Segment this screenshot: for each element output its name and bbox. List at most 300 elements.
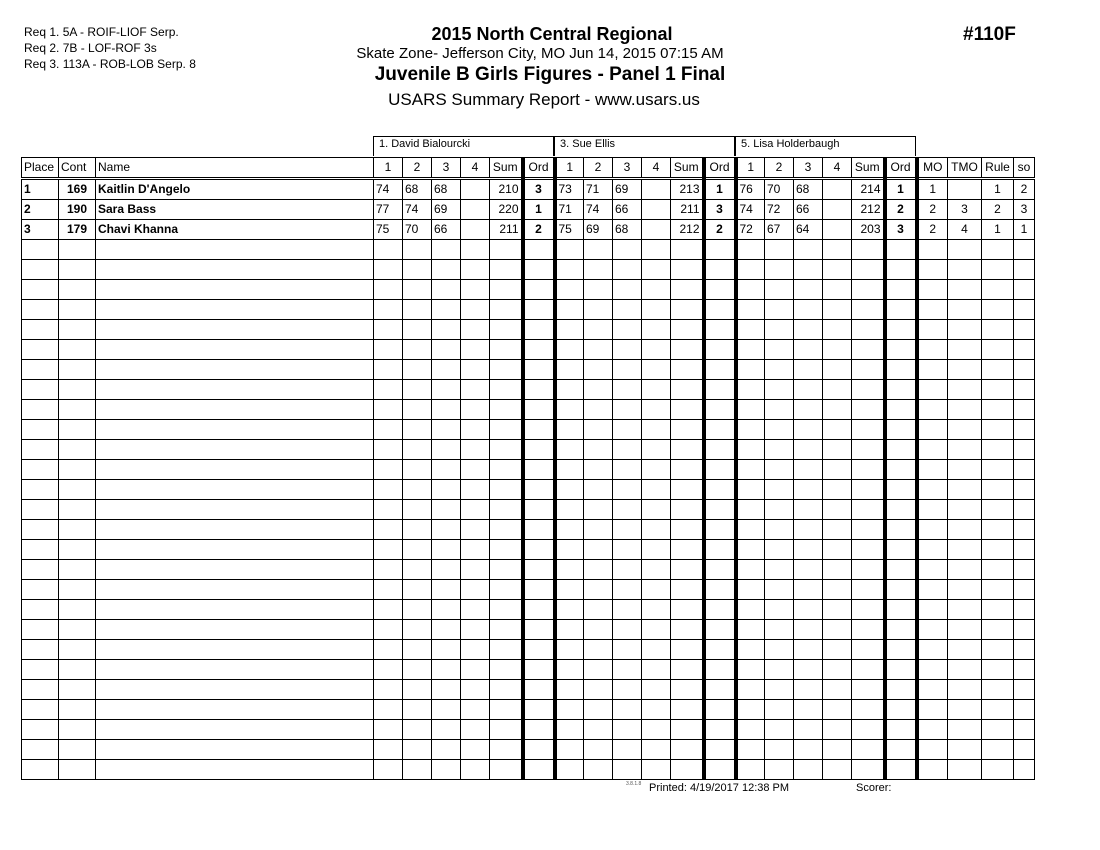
empty-cell xyxy=(613,380,642,400)
empty-cell xyxy=(917,400,948,420)
empty-cell xyxy=(736,500,765,520)
empty-cell xyxy=(765,340,794,360)
empty-cell xyxy=(584,620,613,640)
empty-cell xyxy=(642,460,671,480)
empty-cell xyxy=(490,560,523,580)
empty-cell xyxy=(852,740,885,760)
empty-row xyxy=(22,360,1035,380)
empty-cell xyxy=(671,420,704,440)
empty-cell xyxy=(403,300,432,320)
empty-cell xyxy=(917,680,948,700)
empty-cell xyxy=(22,460,59,480)
empty-cell xyxy=(704,680,736,700)
empty-cell xyxy=(1014,380,1035,400)
col-j2-ord: Ord xyxy=(704,158,736,179)
empty-cell xyxy=(374,540,403,560)
empty-cell xyxy=(432,640,461,660)
empty-cell xyxy=(642,620,671,640)
empty-cell xyxy=(613,260,642,280)
empty-cell xyxy=(736,580,765,600)
cont-cell: 190 xyxy=(59,200,96,220)
empty-cell xyxy=(555,720,584,740)
empty-cell xyxy=(794,660,823,680)
col-j2-s1: 1 xyxy=(555,158,584,179)
empty-cell xyxy=(461,760,490,780)
empty-cell xyxy=(823,240,852,260)
empty-cell xyxy=(917,280,948,300)
empty-cell xyxy=(765,640,794,660)
empty-cell xyxy=(584,320,613,340)
empty-cell xyxy=(852,700,885,720)
empty-cell xyxy=(403,320,432,340)
empty-cell xyxy=(794,540,823,560)
empty-cell xyxy=(584,720,613,740)
empty-cell xyxy=(885,760,917,780)
empty-cell xyxy=(948,300,982,320)
empty-cell xyxy=(917,620,948,640)
empty-cell xyxy=(852,520,885,540)
empty-cell xyxy=(642,380,671,400)
empty-cell xyxy=(671,260,704,280)
empty-cell xyxy=(765,520,794,540)
empty-cell xyxy=(852,580,885,600)
empty-cell xyxy=(403,520,432,540)
empty-cell xyxy=(432,300,461,320)
empty-cell xyxy=(704,320,736,340)
empty-cell xyxy=(59,440,96,460)
empty-cell xyxy=(642,340,671,360)
empty-cell xyxy=(948,580,982,600)
empty-cell xyxy=(374,760,403,780)
empty-cell xyxy=(852,720,885,740)
empty-cell xyxy=(96,500,374,520)
empty-cell xyxy=(982,340,1014,360)
empty-cell xyxy=(642,740,671,760)
empty-cell xyxy=(736,240,765,260)
empty-cell xyxy=(982,740,1014,760)
empty-cell xyxy=(1014,560,1035,580)
col-j2-s4: 4 xyxy=(642,158,671,179)
empty-cell xyxy=(22,540,59,560)
empty-cell xyxy=(642,680,671,700)
empty-cell xyxy=(96,740,374,760)
empty-cell xyxy=(584,360,613,380)
col-place: Place xyxy=(22,158,59,179)
empty-cell xyxy=(948,420,982,440)
empty-cell xyxy=(671,380,704,400)
empty-cell xyxy=(948,680,982,700)
empty-cell xyxy=(374,460,403,480)
empty-cell xyxy=(613,520,642,540)
empty-cell xyxy=(823,600,852,620)
empty-cell xyxy=(671,440,704,460)
empty-cell xyxy=(736,720,765,740)
empty-cell xyxy=(1014,260,1035,280)
empty-cell xyxy=(704,620,736,640)
empty-cell xyxy=(96,480,374,500)
empty-cell xyxy=(613,600,642,620)
empty-cell xyxy=(704,360,736,380)
empty-row xyxy=(22,280,1035,300)
score-cell xyxy=(461,220,490,240)
empty-cell xyxy=(584,700,613,720)
score-cell xyxy=(461,200,490,220)
empty-cell xyxy=(794,400,823,420)
empty-cell xyxy=(794,240,823,260)
empty-cell xyxy=(96,320,374,340)
empty-cell xyxy=(852,620,885,640)
empty-cell xyxy=(22,300,59,320)
empty-cell xyxy=(490,280,523,300)
empty-cell xyxy=(852,600,885,620)
empty-cell xyxy=(671,300,704,320)
empty-cell xyxy=(374,740,403,760)
empty-cell xyxy=(765,380,794,400)
empty-cell xyxy=(613,240,642,260)
empty-cell xyxy=(982,520,1014,540)
empty-cell xyxy=(1014,720,1035,740)
empty-cell xyxy=(948,320,982,340)
empty-cell xyxy=(96,440,374,460)
empty-cell xyxy=(704,560,736,580)
rule-cell: 1 xyxy=(982,220,1014,240)
empty-cell xyxy=(885,340,917,360)
empty-cell xyxy=(823,540,852,560)
score-cell: 70 xyxy=(403,220,432,240)
empty-cell xyxy=(704,640,736,660)
empty-cell xyxy=(490,520,523,540)
empty-cell xyxy=(765,660,794,680)
empty-cell xyxy=(490,380,523,400)
empty-cell xyxy=(1014,520,1035,540)
empty-cell xyxy=(948,260,982,280)
empty-cell xyxy=(22,620,59,640)
empty-cell xyxy=(671,620,704,640)
empty-cell xyxy=(885,300,917,320)
empty-cell xyxy=(1014,680,1035,700)
empty-cell xyxy=(642,420,671,440)
empty-cell xyxy=(490,640,523,660)
empty-cell xyxy=(671,540,704,560)
empty-cell xyxy=(374,580,403,600)
empty-cell xyxy=(765,540,794,560)
empty-cell xyxy=(96,760,374,780)
place-cell: 2 xyxy=(22,200,59,220)
empty-cell xyxy=(917,560,948,580)
empty-cell xyxy=(885,580,917,600)
empty-cell xyxy=(852,240,885,260)
empty-cell xyxy=(403,240,432,260)
empty-cell xyxy=(432,600,461,620)
score-cell: 69 xyxy=(584,220,613,240)
empty-cell xyxy=(765,420,794,440)
score-cell: 70 xyxy=(765,179,794,200)
score-cell: 71 xyxy=(555,200,584,220)
empty-cell xyxy=(1014,420,1035,440)
empty-cell xyxy=(59,500,96,520)
empty-cell xyxy=(917,720,948,740)
empty-cell xyxy=(584,260,613,280)
empty-cell xyxy=(432,580,461,600)
empty-cell xyxy=(96,660,374,680)
empty-cell xyxy=(982,680,1014,700)
empty-cell xyxy=(22,500,59,520)
empty-cell xyxy=(403,260,432,280)
empty-cell xyxy=(823,700,852,720)
empty-cell xyxy=(982,380,1014,400)
empty-cell xyxy=(432,500,461,520)
empty-cell xyxy=(374,560,403,580)
ord-cell: 2 xyxy=(885,200,917,220)
empty-cell xyxy=(671,680,704,700)
empty-cell xyxy=(22,700,59,720)
mo-cell: 2 xyxy=(917,200,948,220)
empty-cell xyxy=(1014,340,1035,360)
empty-cell xyxy=(982,360,1014,380)
empty-cell xyxy=(59,580,96,600)
empty-cell xyxy=(765,720,794,740)
empty-cell xyxy=(794,280,823,300)
score-cell: 74 xyxy=(736,200,765,220)
empty-cell xyxy=(523,760,555,780)
empty-cell xyxy=(982,280,1014,300)
empty-cell xyxy=(794,760,823,780)
empty-cell xyxy=(403,720,432,740)
score-cell xyxy=(823,179,852,200)
score-cell xyxy=(823,220,852,240)
empty-cell xyxy=(704,420,736,440)
empty-cell xyxy=(96,720,374,740)
empty-cell xyxy=(584,280,613,300)
empty-cell xyxy=(885,360,917,380)
empty-cell xyxy=(432,760,461,780)
empty-cell xyxy=(704,660,736,680)
empty-cell xyxy=(523,720,555,740)
empty-cell xyxy=(461,620,490,640)
empty-cell xyxy=(374,240,403,260)
score-cell: 69 xyxy=(613,179,642,200)
col-j2-s3: 3 xyxy=(613,158,642,179)
empty-cell xyxy=(794,380,823,400)
empty-cell xyxy=(523,320,555,340)
empty-cell xyxy=(917,440,948,460)
empty-cell xyxy=(22,760,59,780)
empty-cell xyxy=(917,540,948,560)
empty-cell xyxy=(704,520,736,540)
empty-cell xyxy=(642,540,671,560)
empty-cell xyxy=(59,680,96,700)
empty-cell xyxy=(432,720,461,740)
empty-cell xyxy=(948,520,982,540)
empty-cell xyxy=(22,320,59,340)
empty-cell xyxy=(555,760,584,780)
empty-cell xyxy=(794,460,823,480)
empty-cell xyxy=(736,380,765,400)
empty-cell xyxy=(642,700,671,720)
empty-cell xyxy=(59,460,96,480)
sum-cell: 211 xyxy=(490,220,523,240)
empty-cell xyxy=(671,360,704,380)
empty-cell xyxy=(917,660,948,680)
empty-cell xyxy=(642,300,671,320)
empty-cell xyxy=(982,400,1014,420)
empty-cell xyxy=(461,580,490,600)
empty-cell xyxy=(374,440,403,460)
empty-cell xyxy=(885,620,917,640)
empty-cell xyxy=(823,400,852,420)
empty-cell xyxy=(765,240,794,260)
empty-cell xyxy=(613,740,642,760)
table-row xyxy=(22,220,1035,240)
empty-cell xyxy=(642,720,671,740)
empty-cell xyxy=(555,320,584,340)
ord-cell: 1 xyxy=(885,179,917,200)
empty-cell xyxy=(1014,620,1035,640)
empty-cell xyxy=(852,380,885,400)
empty-cell xyxy=(374,660,403,680)
empty-cell xyxy=(765,580,794,600)
empty-cell xyxy=(794,720,823,740)
empty-cell xyxy=(736,480,765,500)
empty-cell xyxy=(555,560,584,580)
empty-cell xyxy=(704,540,736,560)
empty-cell xyxy=(96,600,374,620)
empty-cell xyxy=(403,620,432,640)
empty-cell xyxy=(885,660,917,680)
empty-cell xyxy=(555,240,584,260)
empty-cell xyxy=(374,600,403,620)
empty-row xyxy=(22,440,1035,460)
score-cell: 68 xyxy=(432,179,461,200)
empty-cell xyxy=(461,600,490,620)
empty-cell xyxy=(59,740,96,760)
empty-cell xyxy=(852,680,885,700)
empty-cell xyxy=(917,760,948,780)
empty-cell xyxy=(794,320,823,340)
empty-cell xyxy=(555,600,584,620)
empty-cell xyxy=(59,560,96,580)
empty-cell xyxy=(613,360,642,380)
empty-cell xyxy=(948,760,982,780)
empty-cell xyxy=(555,700,584,720)
empty-cell xyxy=(948,740,982,760)
empty-cell xyxy=(403,400,432,420)
empty-cell xyxy=(671,580,704,600)
event-number: #110F xyxy=(963,24,1016,45)
empty-cell xyxy=(823,580,852,600)
empty-cell xyxy=(403,580,432,600)
rule-cell: 1 xyxy=(982,179,1014,200)
empty-cell xyxy=(613,400,642,420)
empty-cell xyxy=(461,260,490,280)
empty-cell xyxy=(736,320,765,340)
empty-cell xyxy=(374,500,403,520)
empty-cell xyxy=(490,660,523,680)
empty-cell xyxy=(671,700,704,720)
version-label: 3.8.1.8 xyxy=(626,781,642,787)
empty-cell xyxy=(642,320,671,340)
empty-cell xyxy=(96,300,374,320)
empty-cell xyxy=(885,400,917,420)
empty-cell xyxy=(403,420,432,440)
empty-cell xyxy=(22,340,59,360)
empty-cell xyxy=(1014,740,1035,760)
empty-cell xyxy=(403,700,432,720)
score-cell: 73 xyxy=(555,179,584,200)
empty-cell xyxy=(1014,660,1035,680)
empty-cell xyxy=(852,760,885,780)
tmo-cell: 3 xyxy=(948,200,982,220)
empty-cell xyxy=(374,340,403,360)
cont-cell: 179 xyxy=(59,220,96,240)
empty-cell xyxy=(823,620,852,640)
empty-cell xyxy=(671,760,704,780)
empty-cell xyxy=(948,600,982,620)
empty-cell xyxy=(852,660,885,680)
empty-cell xyxy=(490,600,523,620)
empty-cell xyxy=(642,280,671,300)
empty-cell xyxy=(885,720,917,740)
empty-cell xyxy=(917,480,948,500)
empty-cell xyxy=(736,280,765,300)
empty-row xyxy=(22,600,1035,620)
requirement-3: Req 3. 113A - ROB-LOB Serp. 8 xyxy=(24,57,196,71)
cont-cell: 169 xyxy=(59,179,96,200)
empty-cell xyxy=(948,280,982,300)
empty-cell xyxy=(885,520,917,540)
empty-cell xyxy=(765,560,794,580)
empty-cell xyxy=(374,620,403,640)
empty-cell xyxy=(96,560,374,580)
empty-cell xyxy=(22,240,59,260)
col-j3-ord: Ord xyxy=(885,158,917,179)
empty-row xyxy=(22,560,1035,580)
empty-cell xyxy=(59,540,96,560)
sum-cell: 214 xyxy=(852,179,885,200)
empty-cell xyxy=(584,480,613,500)
empty-cell xyxy=(1014,400,1035,420)
empty-cell xyxy=(96,360,374,380)
empty-cell xyxy=(736,560,765,580)
empty-row xyxy=(22,660,1035,680)
empty-cell xyxy=(374,700,403,720)
empty-cell xyxy=(794,600,823,620)
requirement-2: Req 2. 7B - LOF-ROF 3s xyxy=(24,41,157,55)
score-cell: 69 xyxy=(432,200,461,220)
empty-cell xyxy=(794,440,823,460)
empty-cell xyxy=(22,520,59,540)
empty-cell xyxy=(555,660,584,680)
empty-cell xyxy=(432,460,461,480)
empty-cell xyxy=(1014,440,1035,460)
empty-cell xyxy=(432,360,461,380)
venue-date: Skate Zone- Jefferson City, MO Jun 14, 2015 07:15 AM xyxy=(356,45,724,62)
empty-cell xyxy=(523,440,555,460)
empty-cell xyxy=(852,400,885,420)
sum-cell: 210 xyxy=(490,179,523,200)
empty-cell xyxy=(982,620,1014,640)
empty-cell xyxy=(613,700,642,720)
empty-cell xyxy=(852,340,885,360)
empty-cell xyxy=(765,680,794,700)
empty-cell xyxy=(555,520,584,540)
judge-3-header: 5. Lisa Holderbaugh xyxy=(735,136,916,156)
empty-cell xyxy=(1014,320,1035,340)
empty-cell xyxy=(490,500,523,520)
empty-cell xyxy=(432,660,461,680)
empty-cell xyxy=(22,600,59,620)
empty-cell xyxy=(584,660,613,680)
